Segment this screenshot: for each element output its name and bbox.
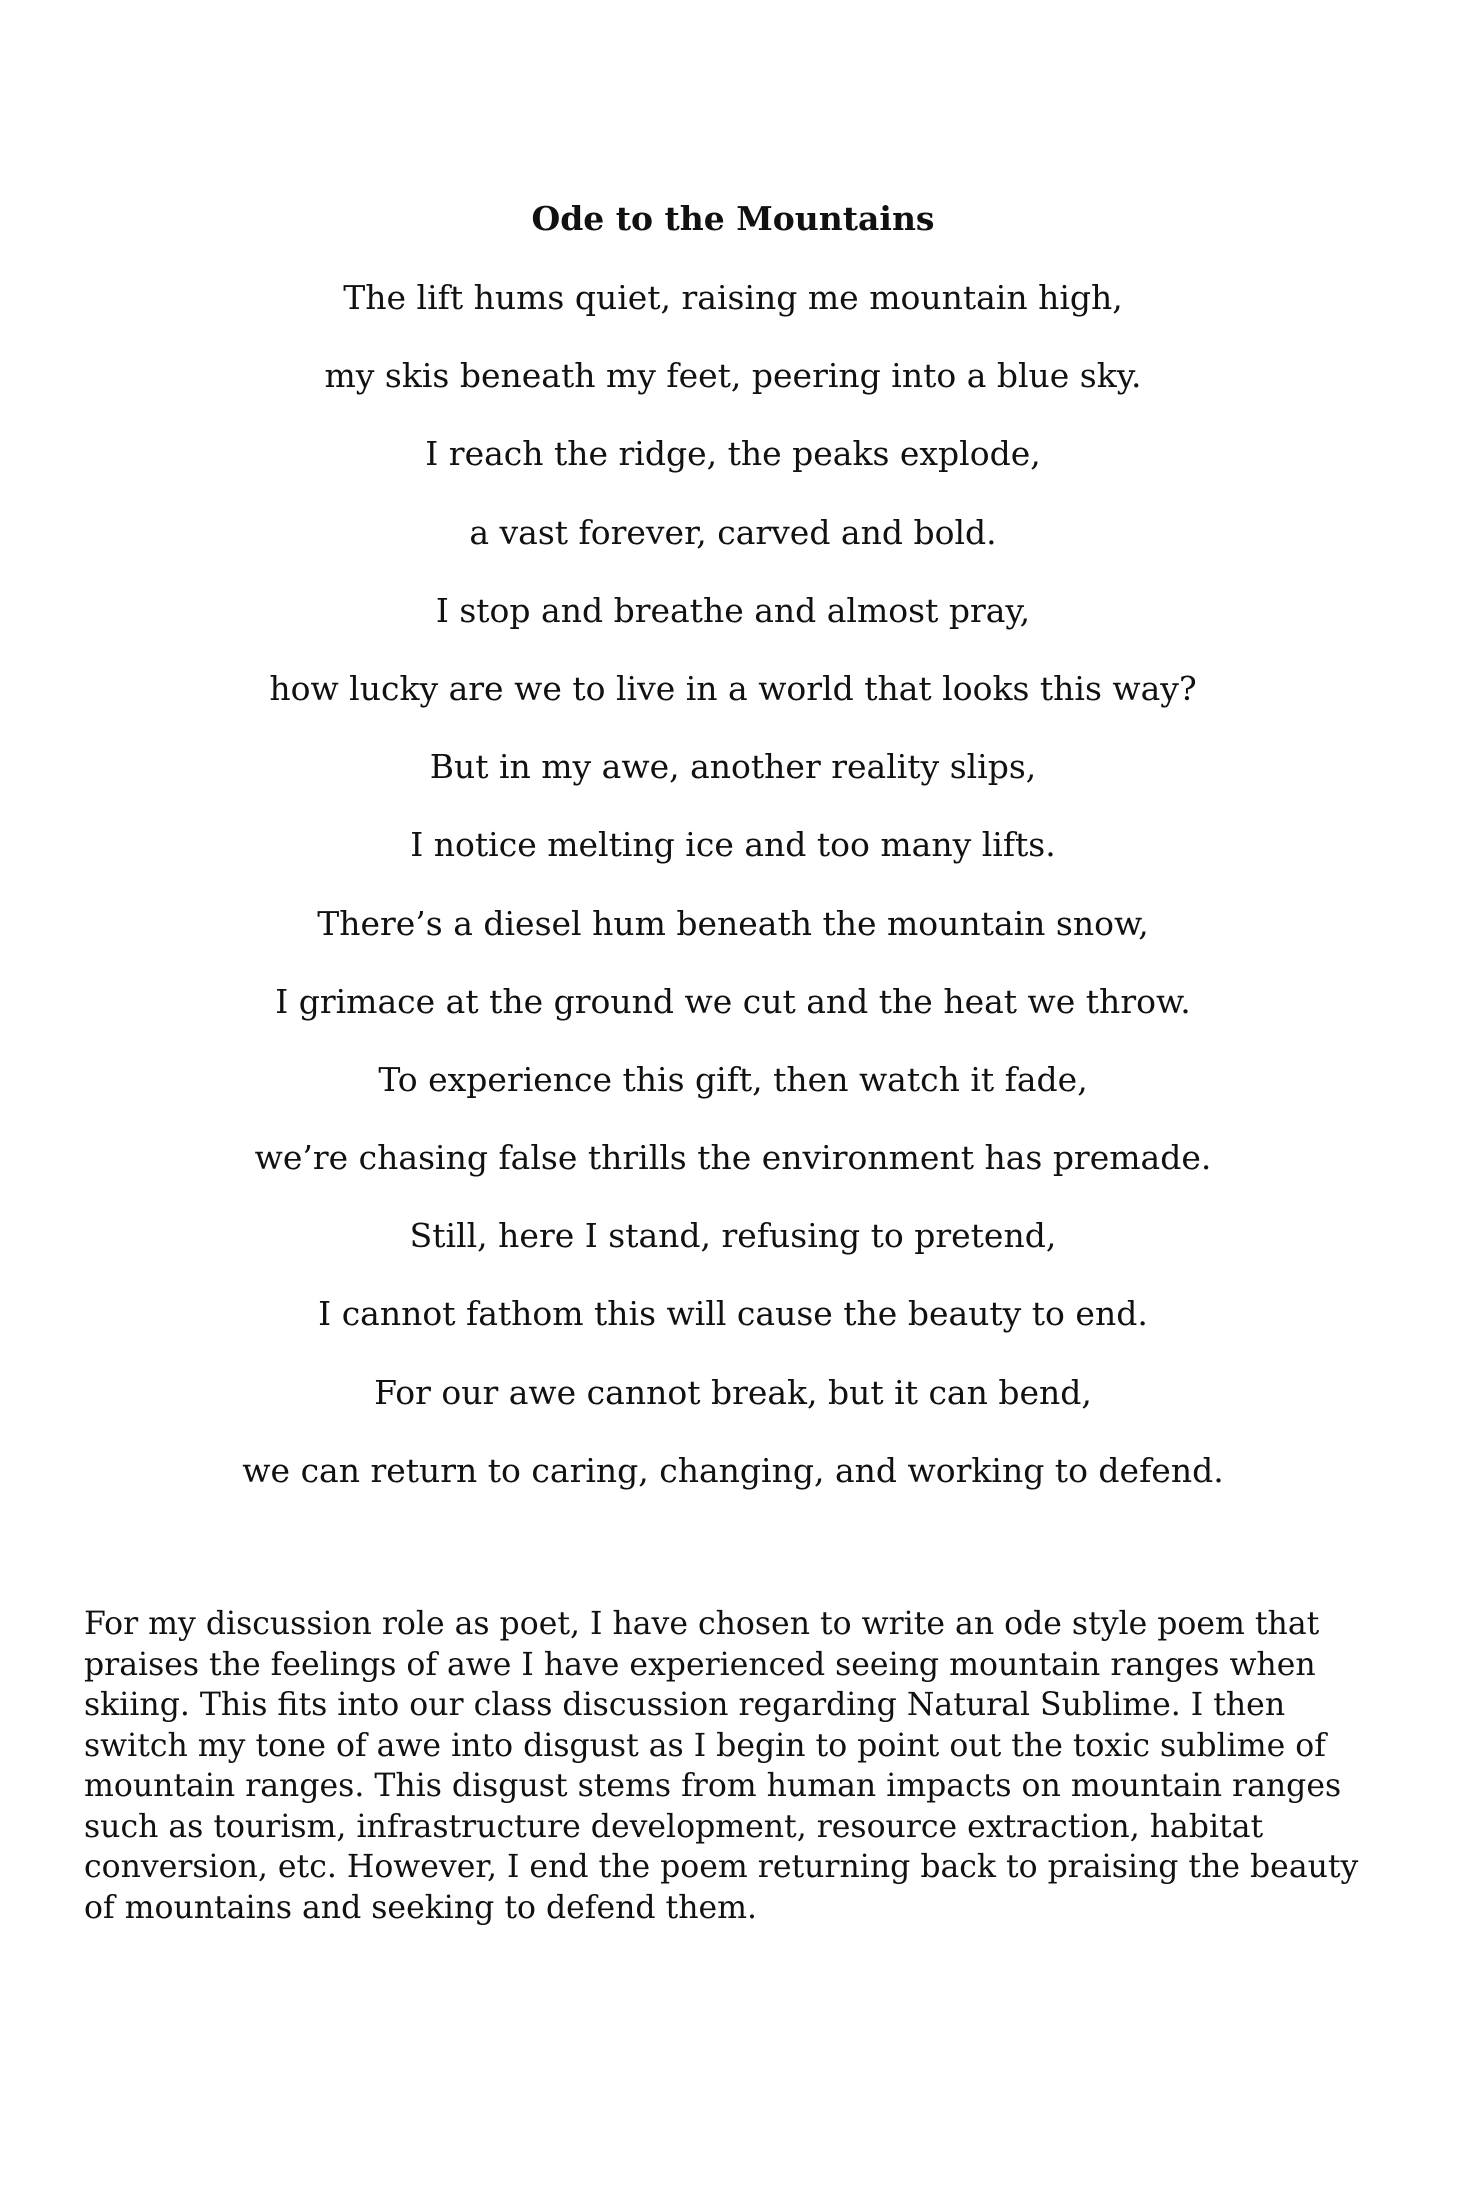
poem-line: For our awe cannot break, but it can bend, bbox=[374, 1372, 1092, 1412]
poem-line: I cannot fathom this will cause the beauty to end. bbox=[318, 1294, 1148, 1334]
poem-line: how lucky are we to live in a world that looks this way? bbox=[269, 668, 1197, 708]
poem-line: Still, here I stand, refusing to pretend, bbox=[409, 1216, 1057, 1256]
poem-line: my skis beneath my feet, peering into a blue sky. bbox=[324, 356, 1142, 396]
poem-line: The lift hums quiet, raising me mountain high, bbox=[343, 278, 1123, 317]
poem-body bbox=[0, 277, 1466, 1528]
poem-line: I stop and breathe and almost pray, bbox=[435, 590, 1031, 630]
poem-line: I grimace at the ground we cut and the heat we throw. bbox=[275, 981, 1191, 1021]
poem-line: There’s a diesel hum beneath the mountain snow, bbox=[317, 903, 1149, 943]
poem-line: I notice melting ice and too many lifts. bbox=[410, 825, 1056, 865]
poem-line: we’re chasing false thrills the environment has premade. bbox=[254, 1138, 1212, 1178]
poem-line: I reach the ridge, the peaks explode, bbox=[425, 434, 1041, 474]
commentary-paragraph: For my discussion role as poet, I have chosen to write an ode style poem that praises the feelings of awe I have experienced seeing mountain ranges when skiing. This fits into our class discussion regarding Natural Sublime. I then switch my tone of awe into disgust as I begin to point out the toxic sublime of mountain ranges. This disgust stems from human impacts on mountain ranges such as tourism, infrastructure development, resource extraction, habitat conversion, etc. However, I end the poem returning back to praising the beauty of mountains and seeking to defend them. bbox=[84, 1606, 1359, 1926]
poem-title: Ode to the Mountains bbox=[531, 199, 935, 238]
poem-line: we can return to caring, changing, and working to defend. bbox=[242, 1450, 1224, 1490]
poem-line: But in my awe, another reality slips, bbox=[429, 747, 1037, 787]
poem-line: To experience this gift, then watch it fade, bbox=[378, 1059, 1088, 1099]
poem-line: a vast forever, carved and bold. bbox=[469, 512, 997, 552]
